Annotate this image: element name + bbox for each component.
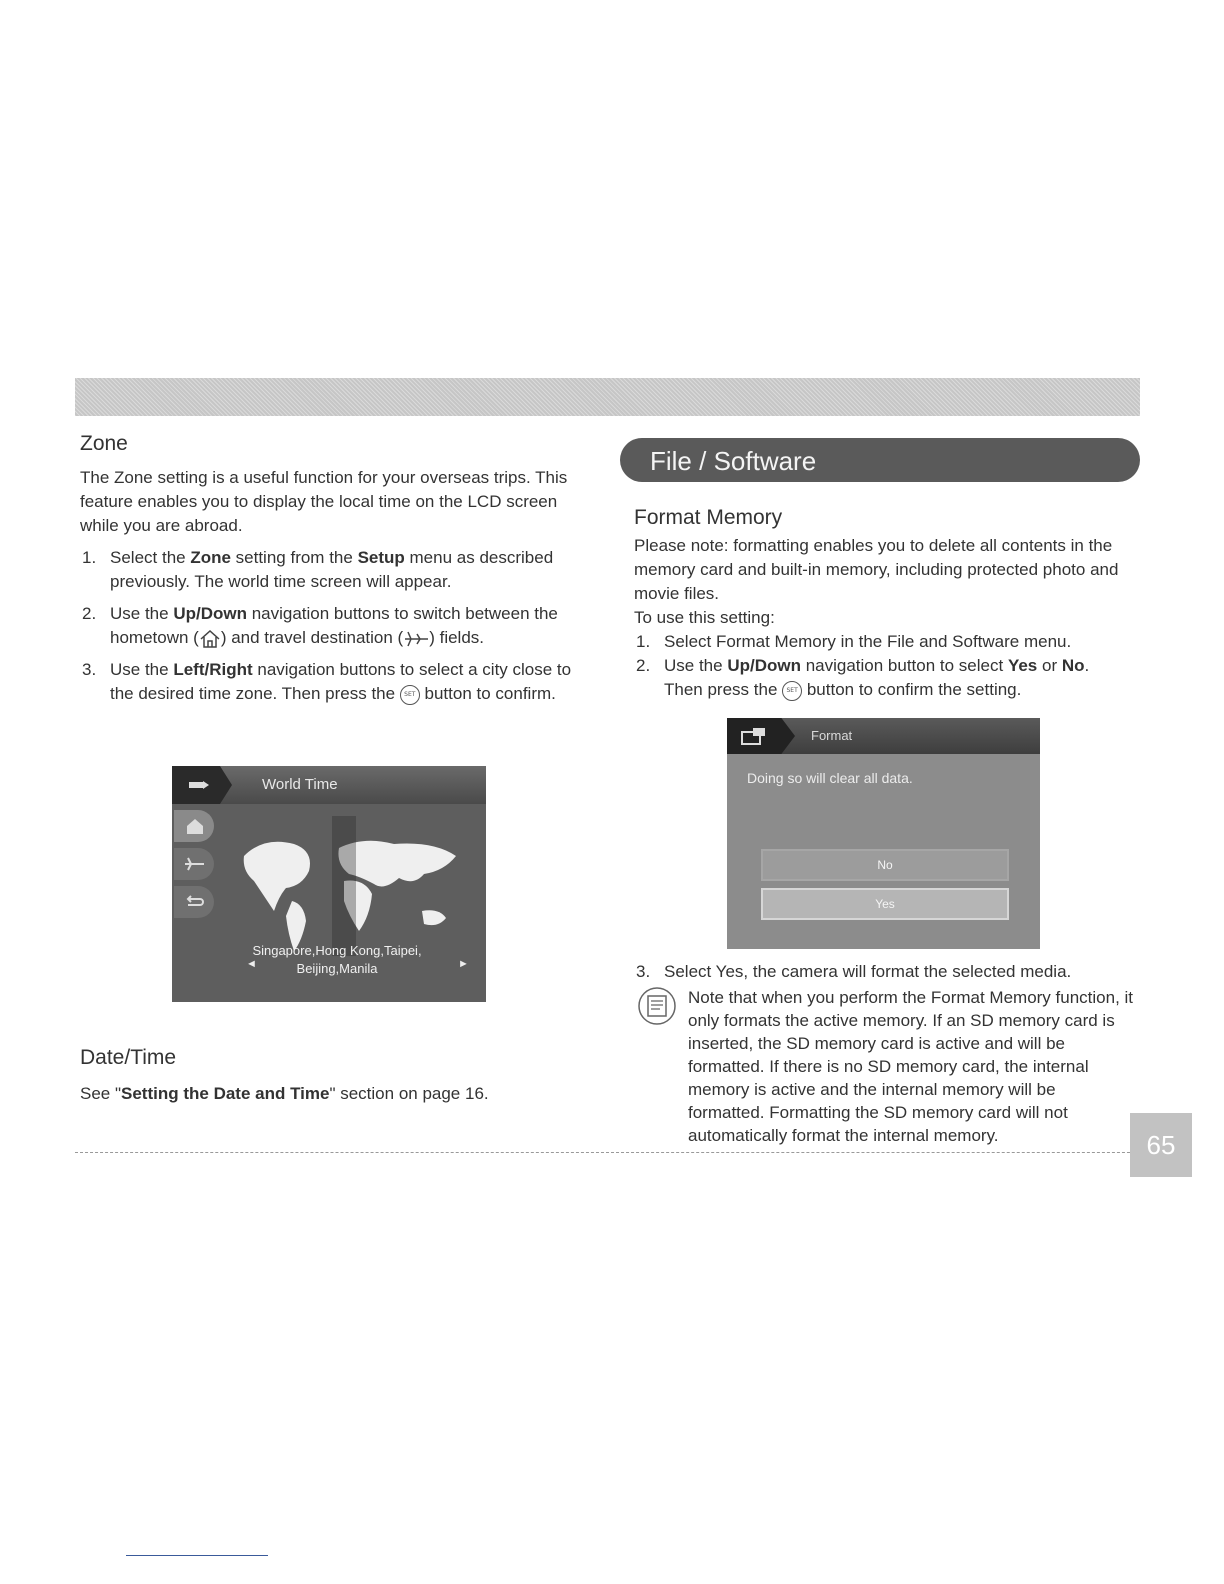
datetime-text: See "Setting the Date and Time" section on page 16. xyxy=(80,1084,489,1103)
note-icon xyxy=(636,986,678,1026)
zone-step-2: 2. Use the Up/Down navigation buttons to switch between the hometown ( ) and travel destination ( ) fields. xyxy=(82,604,558,647)
page-number: 65 xyxy=(1130,1113,1192,1177)
right-column xyxy=(634,506,1142,702)
step-number: 2. xyxy=(636,656,651,675)
format-heading: Format Memory xyxy=(634,506,783,529)
datetime-heading: Date/Time xyxy=(80,1046,177,1069)
home-icon xyxy=(199,629,221,649)
return-icon xyxy=(184,895,206,909)
destination-tab xyxy=(174,848,214,880)
format-title: Format xyxy=(811,728,853,743)
section-banner xyxy=(620,438,1140,482)
zone-step-1: 1. Select the Zone setting from the Setup menu as described previously. The world time screen will appear. xyxy=(82,548,554,591)
return-tab xyxy=(174,886,214,918)
format-steps-cont xyxy=(634,960,1142,984)
city-label: Singapore,Hong Kong,Taipei, Beijing,Manila xyxy=(252,943,422,976)
format-to-use: To use this setting: xyxy=(634,608,775,627)
yes-option: Yes xyxy=(761,888,1009,920)
format-step-3-wrap xyxy=(634,960,1142,984)
format-message: Doing so will clear all data. xyxy=(747,770,913,786)
file-software-icon xyxy=(741,727,767,745)
step-number: 3. xyxy=(636,962,651,981)
hometown-tab xyxy=(174,810,214,842)
setup-icon xyxy=(188,778,210,792)
format-intro: Please note: formatting enables you to delete all contents in the memory card and built-in memory, including protected photo and movie files. xyxy=(634,536,1119,603)
section-title: File / Software xyxy=(650,446,817,476)
step-number: 1. xyxy=(636,632,651,651)
format-steps xyxy=(634,630,1142,702)
step-number: 3. xyxy=(82,660,97,679)
format-step-2: 2. Use the Up/Down navigation button to select Yes or No. Then press the SET button to confirm the setting. xyxy=(636,656,1090,699)
format-step-1: 1. Select Format Memory in the File and Software menu. xyxy=(634,630,1142,654)
note-text: Note that when you perform the Format Memory function, it only formats the active memory. If an SD memory card is inserted, the SD memory card is active and will be formatted. If there is no SD memory card, the internal memory is active and the internal memory will be formatted. Formatting the SD memory card will not automatically format the internal memory. xyxy=(688,988,1134,1145)
no-option: No xyxy=(761,849,1009,881)
zone-intro: The Zone setting is a useful function for your overseas trips. This feature enables you to display the local time on the LCD screen while you are abroad. xyxy=(80,468,568,535)
arrow-right-icon: ► xyxy=(458,958,469,970)
zone-step-3: 3. Use the Left/Right navigation buttons to select a city close to the desired time zone. Then press the SET button to confirm. xyxy=(82,660,572,703)
header-band xyxy=(75,378,1140,416)
format-screen xyxy=(727,718,1040,949)
arrow-left-icon: ◄ xyxy=(246,958,257,970)
airplane-icon xyxy=(184,857,206,871)
zone-steps xyxy=(80,546,580,706)
step-number: 2. xyxy=(82,604,97,623)
format-step-3: 3. Select Yes, the camera will format the selected media. xyxy=(634,960,1142,984)
world-time-screen xyxy=(172,766,486,1002)
note-box xyxy=(636,986,1136,1147)
format-tab xyxy=(727,718,795,754)
world-time-tab xyxy=(172,766,232,804)
airplane-icon xyxy=(403,630,429,648)
footer-rule xyxy=(75,1152,1150,1153)
home-icon xyxy=(186,817,204,835)
set-button-icon: SET xyxy=(400,685,420,705)
step-number: 1. xyxy=(82,548,97,567)
zone-heading: Zone xyxy=(80,432,128,455)
bottom-link-underline xyxy=(126,1555,268,1556)
world-map xyxy=(224,816,474,956)
set-button-icon: SET xyxy=(782,681,802,701)
world-time-title: World Time xyxy=(262,776,338,793)
